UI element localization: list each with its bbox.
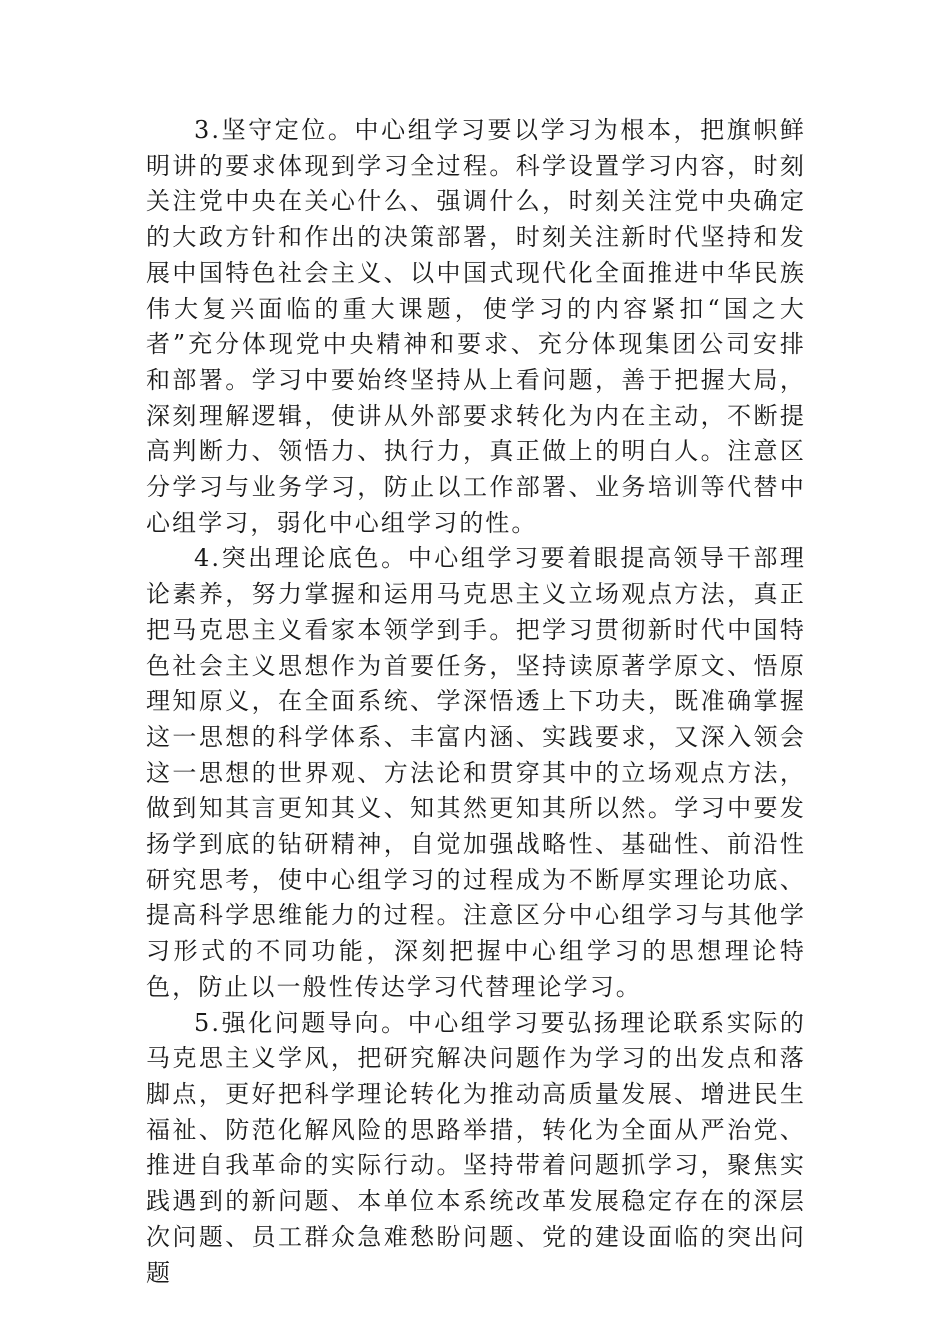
paragraph-3-keep-positioning: 3.坚守定位。中心组学习要以学习为根本，把旗帜鲜明讲的要求体现到学习全过程。科学设置学习内容，时刻关注党中央在关心什么、强调什么，时刻关注党中央确定的大政方针和作出的决策部署，时刻关注新时代坚持和发展中国特色社会主义、以中国式现代化全面推进中华民族伟大复兴面临的重大课题，使学习的内容紧扣“国之大者”充分体现党中央精神和要求、充分体现集团公司安排和部署。学习中要始终坚持从上看问题，善于把握大局，深刻理解逻辑，使讲从外部要求转化为内在主动，不断提高判断力、领悟力、执行力，真正做上的明白人。注意区分学习与业务学习，防止以工作部署、业务培训等代替中心组学习，弱化中心组学习的性。	[146, 116, 806, 537]
paragraph-5-problem-orientation: 5.强化问题导向。中心组学习要弘扬理论联系实际的马克思主义学风，把研究解决问题作为学习的出发点和落脚点，更好把科学理论转化为推动高质量发展、增进民生福祉、防范化解风险的思路举措，转化为全面从严治党、推进自我革命的实际行动。坚持带着问题抓学习，聚焦实践遇到的新问题、本单位本系统改革发展稳定存在的深层次问题、员工群众急难愁盼问题、党的建设面临的突出问题	[146, 1008, 806, 1287]
body-text	[146, 113, 806, 1291]
paragraph-4-theory-foundation: 4.突出理论底色。中心组学习要着眼提高领导干部理论素养，努力掌握和运用马克思主义立场观点方法，真正把马克思主义看家本领学到手。把学习贯彻新时代中国特色社会主义思想作为首要任务，坚持读原著学原文、悟原理知原义，在全面系统、学深悟透上下功夫，既准确掌握这一思想的科学体系、丰富内涵、实践要求，又深入领会这一思想的世界观、方法论和贯穿其中的立场观点方法，做到知其言更知其义、知其然更知其所以然。学习中要发扬学到底的钻研精神，自觉加强战略性、基础性、前沿性研究思考，使中心组学习的过程成为不断厚实理论功底、提高科学思维能力的过程。注意区分中心组学习与其他学习形式的不同功能，深刻把握中心组学习的思想理论特色，防止以一般性传达学习代替理论学习。	[146, 544, 806, 1001]
